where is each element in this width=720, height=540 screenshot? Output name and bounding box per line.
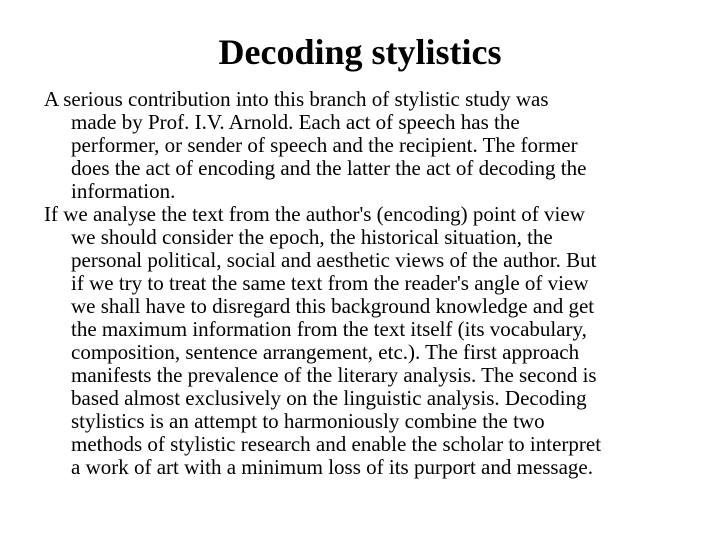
paragraph-approaches: If we analyse the text from the author's (encoding) point of view we should consider the epoch, the historical situation, the personal political, social and aesthetic views of the author. But if we try to treat the same text from the reader's angle of view we shall have to disregard this background knowledge and get the maximum information from the text itself (its vocabulary, composition, sentence arrangement, etc.). The first approach manifests the prevalence of the literary analysis. The second is based almost exclusively on the linguistic analysis. Decoding stylistics is an attempt to harmoniously combine the two methods of stylistic research and enable the scholar to interpret a work of art with a minimum loss of its purport and message. <box>44 202 602 479</box>
slide-title: Decoding stylistics <box>218 32 502 72</box>
slide-body <box>44 88 684 479</box>
paragraph-encoding-decoding: A serious contribution into this branch of stylistic study was made by Prof. I.V. Arnold. Each act of speech has the performer, or sender of speech and the recipient. The former does the act of encoding and the latter the act of decoding the information. <box>44 87 587 203</box>
